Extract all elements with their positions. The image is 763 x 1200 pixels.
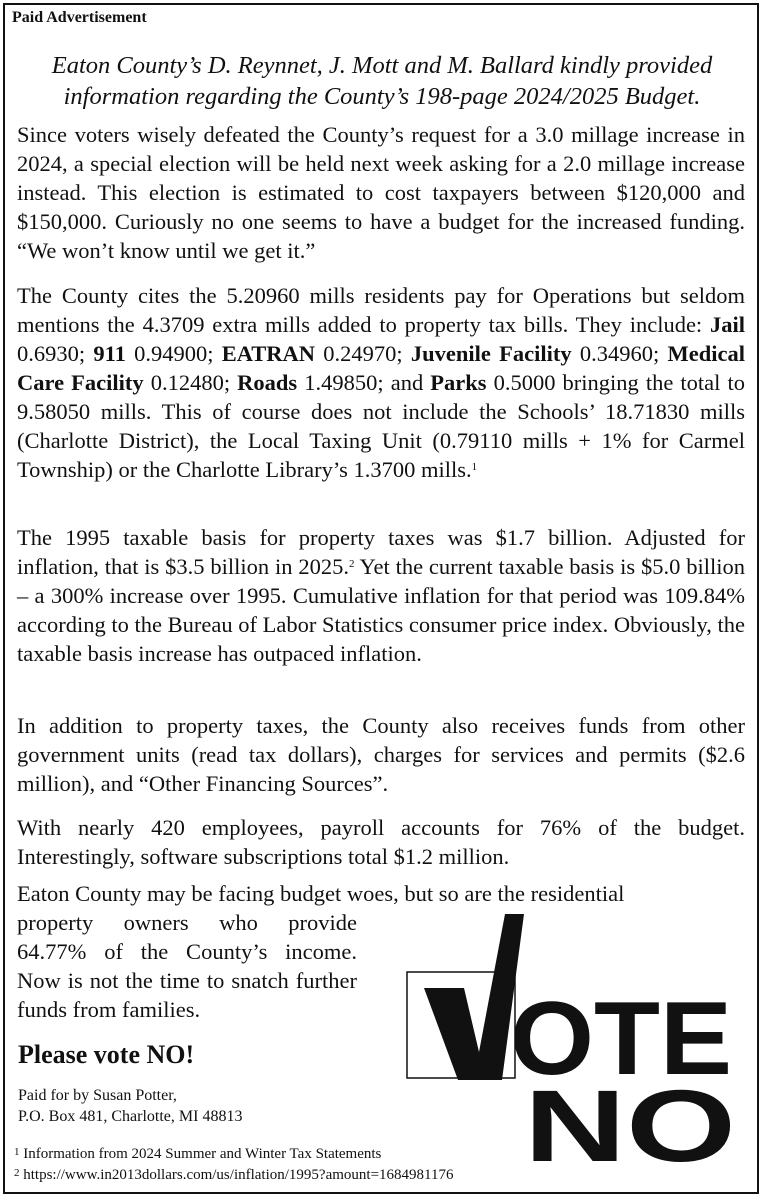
paragraph-residential: property owners who provide 64.77% of the County’s income. Now is not the time to snatch further funds from families. (17, 910, 357, 1022)
juvenile-label: Juvenile Facility (410, 341, 572, 366)
please-vote-no: Please vote NO! (18, 1040, 195, 1069)
paid-advertisement-label: Paid Advertisement (12, 9, 147, 26)
paid-for-by (18, 1085, 242, 1127)
eatran-label: EATRAN (221, 341, 316, 366)
footnote-number: 1 (14, 1146, 20, 1158)
intro-line-2: information regarding the County’s 198-page 2024/2025 Budget. (63, 83, 701, 110)
parks-label: Parks (430, 370, 487, 395)
eatran-value: 0.24970; (315, 341, 411, 366)
roads-value: 1.49850; and (297, 370, 431, 395)
intro-heading (12, 50, 752, 112)
paragraph-extra-mills (17, 281, 745, 484)
911-label: 911 (93, 341, 126, 366)
text: The County cites the 5.20960 mills residents pay for Operations but seldom mentions the 4.3709 extra mills added to property tax bills. They include: (17, 283, 745, 337)
footnote-1 (14, 1145, 381, 1163)
text: The 1995 taxable basis for property taxes was $1.7 billion. Adjusted for inflation, that is $3.5 billion in 2025. (17, 525, 745, 579)
paid-for-line-1: Paid for by Susan Potter, (18, 1087, 177, 1104)
footnote-text: Information from 2024 Summer and Winter Tax Statements (23, 1146, 382, 1162)
footnote-ref-2: 2 (348, 558, 355, 570)
parks-value: 0.5000 bringing the total to 9.58050 mills. This of course does not include the Schools’ 18.71830 mills (Charlotte District), the Local Taxing Unit (0.79110 mills + 1% for Carmel Township) or the Charlotte Library’s 1.3700 mills. (17, 370, 745, 482)
vote-no-logo (402, 908, 754, 1166)
paragraph-payroll: With nearly 420 employees, payroll accounts for 76% of the budget. Interestingly, software subscriptions total $1.2 million. (17, 815, 745, 869)
jail-value: 0.6930; (17, 341, 94, 366)
footnote-number: 2 (14, 1167, 20, 1179)
logo-no-text: NO (524, 1069, 736, 1166)
medical-label: Medical Care Facility (17, 341, 745, 395)
911-value: 0.94900; (125, 341, 222, 366)
paragraph-other-funds: In addition to property taxes, the County also receives funds from other government units (read tax dollars), charges for services and permits ($2.6 million), and “Other Financing Sources”. (17, 713, 745, 796)
medical-value: 0.12480; (143, 370, 238, 395)
juvenile-value: 0.34960; (571, 341, 668, 366)
footnote-2 (14, 1166, 453, 1184)
paragraph-line-residential: Eaton County may be facing budget woes, but so are the residential (17, 881, 625, 906)
intro-line-1: Eaton County’s D. Reynnet, J. Mott and M. Ballard kindly provided (51, 52, 713, 79)
footnote-ref-1: 1 (471, 461, 478, 473)
paid-for-line-2: P.O. Box 481, Charlotte, MI 48813 (18, 1108, 243, 1125)
text: Yet the current taxable basis is $5.0 billion – a 300% increase over 1995. Cumulative inflation for that period was 109.84% according to the Bureau of Labor Statistics consumer price index. Obviously, the taxable basis increase has outpaced inflation. (17, 554, 745, 666)
roads-label: Roads (237, 370, 298, 395)
paragraph-taxable-basis (17, 523, 745, 668)
paragraph-millage: Since voters wisely defeated the County’s request for a 3.0 millage increase in 2024, a special election will be held next week asking for a 2.0 millage increase instead. This election is estimated to cost taxpayers between $120,000 and $150,000. Curiously no one seems to have a budget for the increased funding. “We won’t know until we get it.” (17, 122, 745, 263)
jail-label: Jail (709, 312, 745, 337)
vote-ote-text: OTE (510, 981, 732, 1097)
footnote-text: https://www.in2013dollars.com/us/inflation/1995?amount=1684981176 (23, 1167, 454, 1183)
